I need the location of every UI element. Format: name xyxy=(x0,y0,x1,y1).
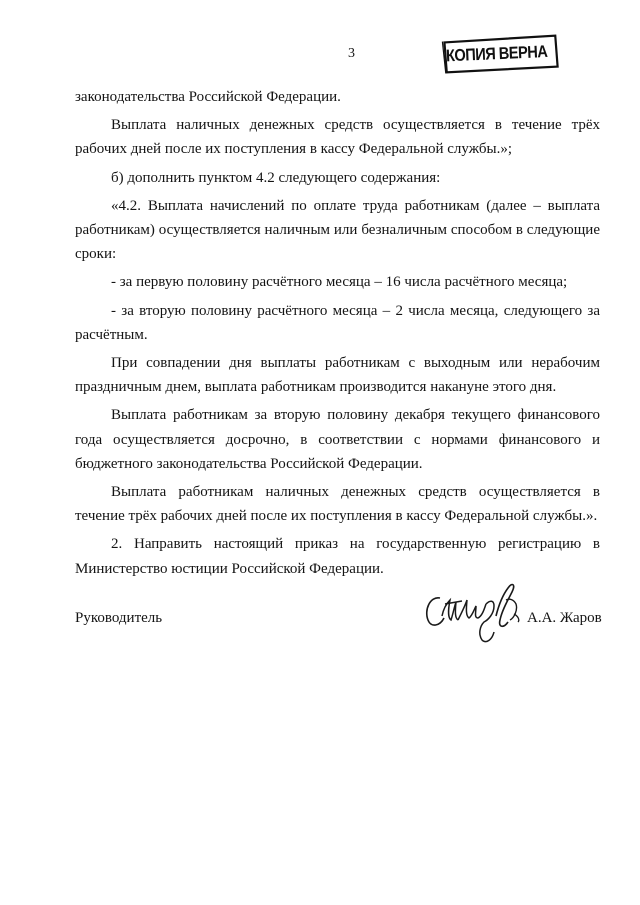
document-body xyxy=(75,85,600,585)
paragraph-cash-payment: Выплата наличных денежных средств осуществляется в течение трёх рабочих дней после их поступления в кассу Федеральной службы.»; xyxy=(75,117,600,158)
copy-certified-stamp xyxy=(441,33,560,74)
paragraph-december-payment: Выплата работникам за вторую половину декабря текущего финансового года осуществляется досрочно, в соответствии с нормами финансового и бюджетного законодательства Российской Федерации. xyxy=(75,407,600,472)
paragraph-clause-4-2: «4.2. Выплата начислений по оплате труда работникам (далее – выплата работникам) осуществляется наличным или безналичным способом в следующие сроки: xyxy=(75,197,600,263)
signature-role: Руководитель xyxy=(75,610,163,626)
paragraph-holiday-rule: При совпадении дня выплаты работникам с выходным или нерабочим праздничным днем, выплата работникам производится накануне этого дня. xyxy=(75,355,600,396)
list-item-second-half: - за вторую половину расчётного месяца – 2 числа месяца, следующего за расчётным. xyxy=(75,302,600,343)
list-item-first-half: - за первую половину расчётного месяца – 16 числа расчётного месяца; xyxy=(111,274,568,291)
handwritten-signature-icon xyxy=(418,570,538,660)
page-number: 3 xyxy=(348,46,355,61)
paragraph-continuation: законодательства Российской Федерации. xyxy=(75,89,341,105)
paragraph-amendment-b: б) дополнить пунктом 4.2 следующего содержания: xyxy=(111,169,441,186)
paragraph-cash-payment-2: Выплата работникам наличных денежных средств осуществляется в течение трёх рабочих дней после их поступления в кассу Федеральной службы.». xyxy=(75,484,600,525)
signatory-name: А.А. Жаров xyxy=(527,610,602,626)
stamp-text: КОПИЯ ВЕРНА xyxy=(445,41,548,66)
paragraph-registration: 2. Направить настоящий приказ на государственную регистрацию в Министерство юстиции Российской Федерации. xyxy=(75,536,600,577)
